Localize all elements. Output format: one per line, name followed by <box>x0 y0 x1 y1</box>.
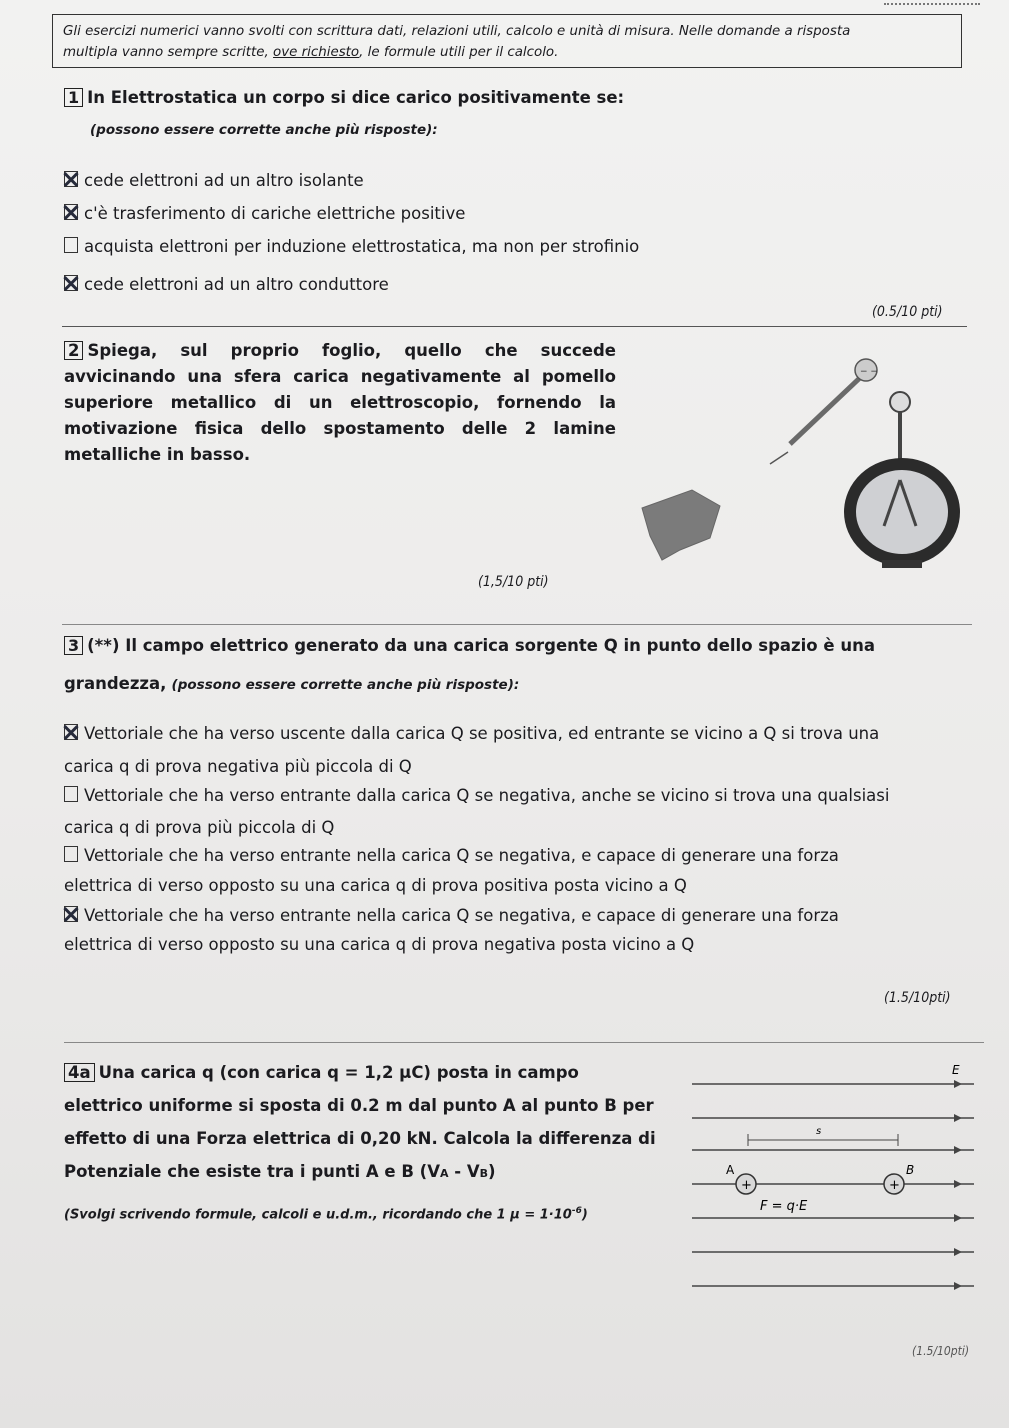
option-label: cede elettroni ad un altro conduttore <box>84 275 389 294</box>
checkbox-checked[interactable] <box>64 171 78 187</box>
field-lines <box>692 1084 974 1286</box>
question-text: In Elettrostatica un corpo si dice carico positivamente se: <box>87 88 625 107</box>
question-3-title-line-2 <box>64 674 519 693</box>
question-2-text <box>64 338 616 468</box>
top-dotted-line <box>884 3 980 5</box>
question-number: 4a <box>64 1063 95 1082</box>
option-label: Vettoriale che ha verso entrante nella carica Q se negativa, e capace di generare una forza <box>84 846 839 865</box>
q4-line-1 <box>64 1056 674 1089</box>
question-3-hint: (possono essere corrette anche più risposte): <box>171 677 520 693</box>
note-end: ) <box>581 1207 588 1223</box>
q3-option-2-cont: carica q di prova più piccola di Q <box>64 818 335 837</box>
sphere-charge-signs: − − <box>860 367 878 377</box>
q3-points: (1.5/10pti) <box>884 990 951 1006</box>
q4-line-4 <box>64 1155 674 1190</box>
option-label: Vettoriale che ha verso uscente dalla carica Q se positiva, ed entrante se vicino a Q si trova una <box>84 724 880 743</box>
q3-option-1[interactable] <box>64 724 879 743</box>
q3-option-1-cont: carica q di prova negativa più piccola di Q <box>64 757 412 776</box>
option-label: Vettoriale che ha verso entrante dalla carica Q se negativa, anche se vicino si trova una qualsiasi <box>84 786 890 805</box>
q4-line-1-text: Una carica q (con carica q = 1,2 μC) posta in campo <box>98 1063 579 1082</box>
q1-option-2[interactable] <box>64 204 465 223</box>
instructions-line-1: Gli esercizi numerici vanno svolti con scrittura dati, relazioni utili, calcolo e unità di misura. Nelle domande a risposta <box>63 24 851 39</box>
electroscope-knob <box>890 392 910 412</box>
instructions-text-a: multipla vanno sempre scritte, <box>63 45 274 60</box>
divider <box>62 624 972 625</box>
displacement-label-s: s <box>816 1126 822 1137</box>
checkbox-empty[interactable] <box>64 846 78 862</box>
instructions-text-b: , le formule utili per il calcolo. <box>359 45 559 60</box>
force-formula: F = q·E <box>760 1199 808 1214</box>
q4-line-2: elettrico uniforme si sposta di 0.2 m dal punto A al punto B per <box>64 1096 654 1115</box>
instructions-underlined: ove richiesto <box>273 45 360 60</box>
q4-line-4-c: ) <box>488 1162 496 1181</box>
instructions-box <box>52 14 962 68</box>
question-1-hint: (possono essere corrette anche più risposte): <box>90 122 438 138</box>
q3-option-4-cont: elettrica di verso opposto su una carica q di prova negativa posta vicino a Q <box>64 935 695 954</box>
divider <box>64 1042 984 1043</box>
cloth-shape <box>642 490 720 560</box>
q4-note <box>64 1206 588 1222</box>
rod-tip <box>770 452 788 464</box>
q1-option-3[interactable] <box>64 237 639 256</box>
q4-line-3: effetto di una Forza elettrica di 0,20 kN. Calcola la differenza di <box>64 1129 656 1148</box>
insulating-rod <box>790 374 864 444</box>
note-exponent: -6 <box>571 1206 582 1216</box>
subscript-b: B <box>479 1167 489 1180</box>
question-3-title <box>64 636 875 655</box>
electroscope-base <box>882 560 922 568</box>
q3-option-3[interactable] <box>64 846 839 865</box>
question-number: 1 <box>64 88 83 107</box>
q1-option-4[interactable] <box>64 275 389 294</box>
question-4a-text <box>64 1056 674 1190</box>
q4-line-4-b: - V <box>448 1162 480 1181</box>
checkbox-empty[interactable] <box>64 237 78 253</box>
q3-option-3-cont: elettrica di verso opposto su una carica q di prova positiva posta vicino a Q <box>64 876 687 895</box>
option-label: Vettoriale che ha verso entrante nella carica Q se negativa, e capace di generare una forza <box>84 906 839 925</box>
option-label: cede elettroni ad un altro isolante <box>84 171 364 190</box>
q4-points: (1.5/10pti) <box>912 1344 970 1358</box>
question-number: 3 <box>64 636 83 655</box>
note-text: (Svolgi scrivendo formule, calcoli e u.d.m., ricordando che 1 μ = 1·10 <box>64 1207 572 1223</box>
checkbox-checked[interactable] <box>64 724 78 740</box>
checkbox-checked[interactable] <box>64 204 78 220</box>
divider <box>62 326 967 327</box>
q1-points: (0.5/10 pti) <box>872 304 943 320</box>
point-A-label: A <box>726 1163 735 1177</box>
electroscope-illustration <box>620 340 980 590</box>
question-number: 2 <box>64 341 83 360</box>
charge-sign-B: + <box>889 1178 900 1193</box>
checkbox-empty[interactable] <box>64 786 78 802</box>
charge-sign-A: + <box>741 1178 752 1193</box>
field-arrowheads <box>954 1080 962 1290</box>
point-B-label: B <box>906 1163 915 1177</box>
uniform-field-diagram <box>688 1054 980 1294</box>
instructions-line-2 <box>63 42 961 63</box>
question-2-body: Spiega, sul proprio foglio, quello che succede avvicinando una sfera carica negativamente al pomello superiore metallico di un elettroscopio, fornendo la motivazione fisica dello spostamento delle 2 lamine metalliche in basso. <box>64 341 616 464</box>
q2-points: (1,5/10 pti) <box>478 574 549 590</box>
checkbox-checked[interactable] <box>64 906 78 922</box>
q3-option-4[interactable] <box>64 906 839 925</box>
electroscope-case <box>850 464 954 560</box>
q3-option-2[interactable] <box>64 786 889 805</box>
subscript-a: A <box>440 1167 449 1180</box>
field-label-E: E <box>952 1063 960 1077</box>
q4-line-4-a: Potenziale che esiste tra i punti A e B (V <box>64 1162 440 1181</box>
question-text: (**) Il campo elettrico generato da una carica sorgente Q in punto dello spazio è una <box>87 636 875 655</box>
option-label: c'è trasferimento di cariche elettriche positive <box>84 204 466 223</box>
option-label: acquista elettroni per induzione elettrostatica, ma non per strofinio <box>84 237 640 256</box>
question-text-cont: grandezza, <box>64 674 167 693</box>
question-1-title <box>64 88 624 107</box>
checkbox-checked[interactable] <box>64 275 78 291</box>
q1-option-1[interactable] <box>64 171 364 190</box>
